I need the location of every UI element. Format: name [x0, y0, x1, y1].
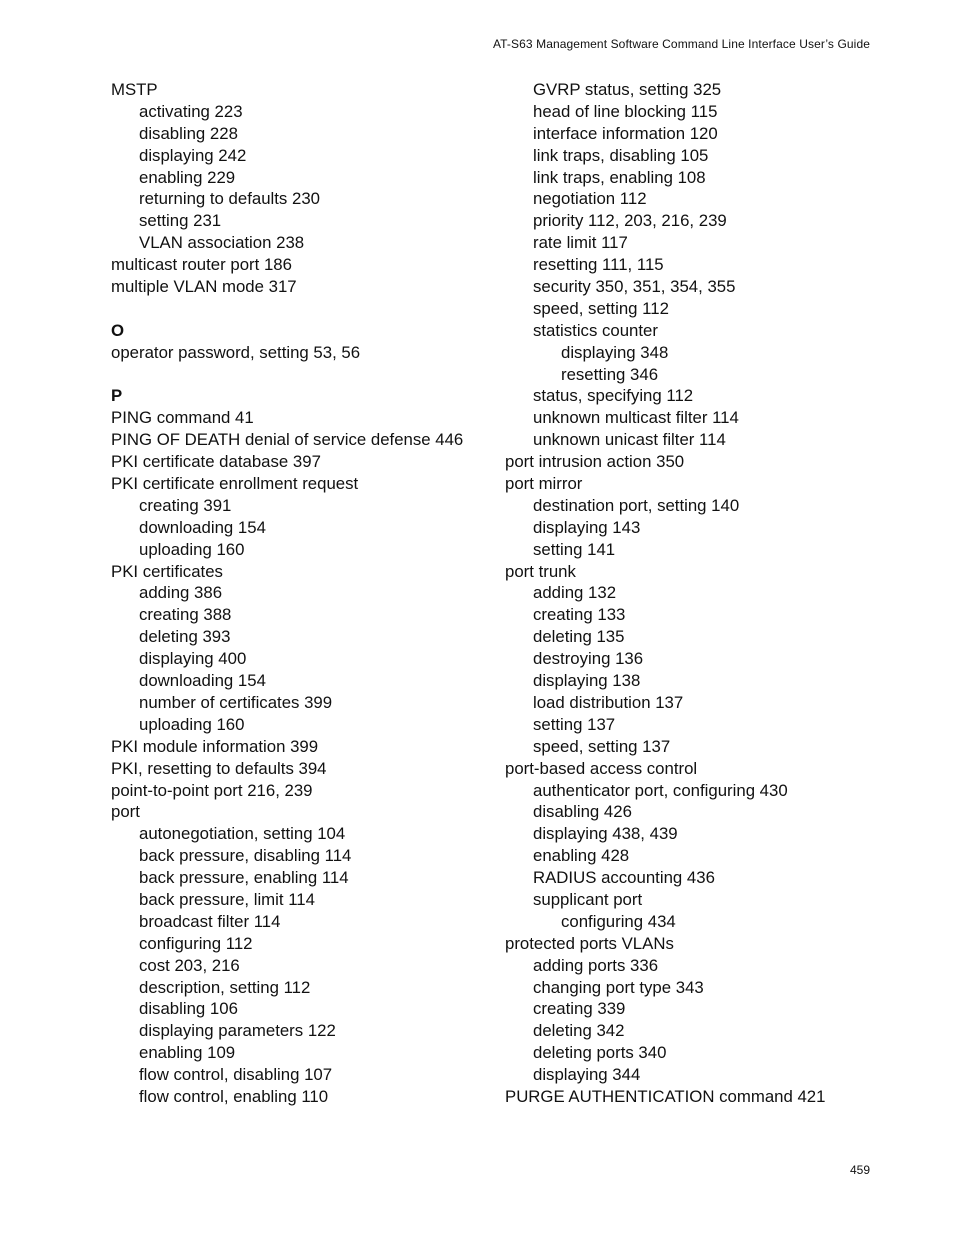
index-subentry: creating 391 — [139, 495, 232, 515]
index-subentry: GVRP status, setting 325 — [533, 80, 722, 99]
index-entry: PURGE AUTHENTICATION command 421 — [505, 1086, 826, 1106]
index-subentry: broadcast filter 114 — [139, 911, 281, 931]
index-subentry: downloading 154 — [139, 671, 266, 691]
index-subentry: disabling 426 — [533, 802, 632, 822]
index-spacer — [111, 364, 501, 386]
index-subentry: VLAN association 238 — [139, 233, 305, 253]
index-subentry: autonegotiation, setting 104 — [139, 824, 346, 844]
index-subentry: deleting 393 — [139, 627, 231, 647]
index-subentry: creating 388 — [139, 605, 232, 625]
index-entry: PKI, resetting to defaults 394 — [111, 758, 327, 778]
index-subentry: authenticator port, configuring 430 — [533, 780, 788, 800]
index-entry: PKI certificate database 397 — [111, 452, 321, 472]
index-subentry: back pressure, enabling 114 — [139, 868, 349, 888]
index-subentry: resetting 111, 115 — [533, 255, 664, 275]
index-subentry: creating 133 — [533, 605, 626, 625]
index-subentry: activating 223 — [139, 101, 243, 121]
index-subentry: displaying 348 — [561, 342, 669, 362]
index-subentry: RADIUS accounting 436 — [533, 868, 715, 888]
index-subentry: uploading 160 — [139, 714, 245, 734]
index-entry: MSTP — [111, 80, 158, 99]
index-entry: multiple VLAN mode 317 — [111, 277, 297, 297]
index-subentry: resetting 346 — [561, 364, 659, 384]
index-entry: PING command 41 — [111, 408, 254, 428]
index-entry: multicast router port 186 — [111, 255, 292, 275]
index-entry: PKI certificates — [111, 561, 223, 581]
index-subentry: disabling 228 — [139, 123, 238, 143]
index-subentry: security 350, 351, 354, 355 — [533, 277, 736, 297]
index-subentry: head of line blocking 115 — [533, 101, 718, 121]
index-column-left — [111, 79, 501, 1108]
index-subentry: displaying parameters 122 — [139, 1021, 336, 1041]
index-subentry: displaying 400 — [139, 649, 247, 669]
index-subentry: load distribution 137 — [533, 692, 684, 712]
index-subentry: displaying 242 — [139, 145, 247, 165]
index-subentry: back pressure, limit 114 — [139, 889, 315, 909]
index-entry: port-based access control — [505, 758, 698, 778]
index-subentry: deleting 135 — [533, 627, 625, 647]
index-subentry: interface information 120 — [533, 123, 718, 143]
index-subentry: displaying 143 — [533, 517, 641, 537]
index-subentry: back pressure, disabling 114 — [139, 846, 352, 866]
page-number: 459 — [849, 1163, 870, 1177]
index-subentry: returning to defaults 230 — [139, 189, 320, 209]
index-entry: PKI certificate enrollment request — [111, 474, 359, 494]
index-subentry: unknown multicast filter 114 — [533, 408, 739, 428]
index-subentry: enabling 109 — [139, 1043, 236, 1063]
index-subentry: number of certificates 399 — [139, 692, 333, 712]
index-subentry: destroying 136 — [533, 649, 644, 669]
index-subentry: speed, setting 137 — [533, 736, 671, 756]
index-letter-heading: P — [111, 386, 123, 406]
index-subentry: disabling 106 — [139, 999, 238, 1019]
index-subentry: link traps, disabling 105 — [533, 145, 709, 165]
index-subentry: statistics counter — [533, 320, 658, 340]
index-entry: PING OF DEATH denial of service defense 446 — [111, 430, 464, 450]
index-subentry: destination port, setting 140 — [533, 495, 740, 515]
index-subentry: setting 141 — [533, 539, 616, 559]
running-header: AT-S63 Management Software Command Line Interface User’s Guide — [492, 37, 870, 51]
index-subentry: configuring 434 — [561, 911, 676, 931]
index-subentry: status, specifying 112 — [533, 386, 694, 406]
index-subentry: setting 231 — [139, 211, 222, 231]
index-subentry: speed, setting 112 — [533, 298, 669, 318]
index-subentry: setting 137 — [533, 714, 616, 734]
index-subentry: downloading 154 — [139, 517, 266, 537]
index-subentry: description, setting 112 — [139, 977, 311, 997]
index-entry: PKI module information 399 — [111, 736, 319, 756]
index-subentry: priority 112, 203, 216, 239 — [533, 211, 727, 231]
index-entry: point-to-point port 216, 239 — [111, 780, 313, 800]
index-subentry: flow control, disabling 107 — [139, 1065, 333, 1085]
index-subentry: flow control, enabling 110 — [139, 1086, 329, 1106]
index-subentry: configuring 112 — [139, 933, 253, 953]
index-subentry: unknown unicast filter 114 — [533, 430, 726, 450]
index-subentry: adding ports 336 — [533, 955, 659, 975]
index-subentry: cost 203, 216 — [139, 955, 240, 975]
index-subentry: adding 132 — [533, 583, 617, 603]
index-subentry: enabling 428 — [533, 846, 630, 866]
index-subentry: link traps, enabling 108 — [533, 167, 706, 187]
index-subentry: creating 339 — [533, 999, 626, 1019]
index-subentry: displaying 344 — [533, 1065, 641, 1085]
index-subentry: enabling 229 — [139, 167, 236, 187]
index-spacer — [111, 298, 501, 320]
index-subentry: uploading 160 — [139, 539, 245, 559]
index-subentry: rate limit 117 — [533, 233, 628, 253]
index-subentry: deleting ports 340 — [533, 1043, 667, 1063]
index-subentry: adding 386 — [139, 583, 223, 603]
index-subentry: changing port type 343 — [533, 977, 704, 997]
index-subentry: supplicant port — [533, 889, 643, 909]
index-subentry: deleting 342 — [533, 1021, 625, 1041]
index-column-right — [505, 79, 895, 1108]
index-entry: port — [111, 802, 140, 822]
index-subentry: negotiation 112 — [533, 189, 647, 209]
index-letter-heading: O — [111, 320, 125, 340]
index-subentry: displaying 138 — [533, 671, 641, 691]
index-subentry: displaying 438, 439 — [533, 824, 678, 844]
index-entry: port trunk — [505, 561, 576, 581]
index-entry: port intrusion action 350 — [505, 452, 685, 472]
index-entry: operator password, setting 53, 56 — [111, 342, 361, 362]
index-entry: protected ports VLANs — [505, 933, 674, 953]
index-entry: port mirror — [505, 474, 583, 494]
